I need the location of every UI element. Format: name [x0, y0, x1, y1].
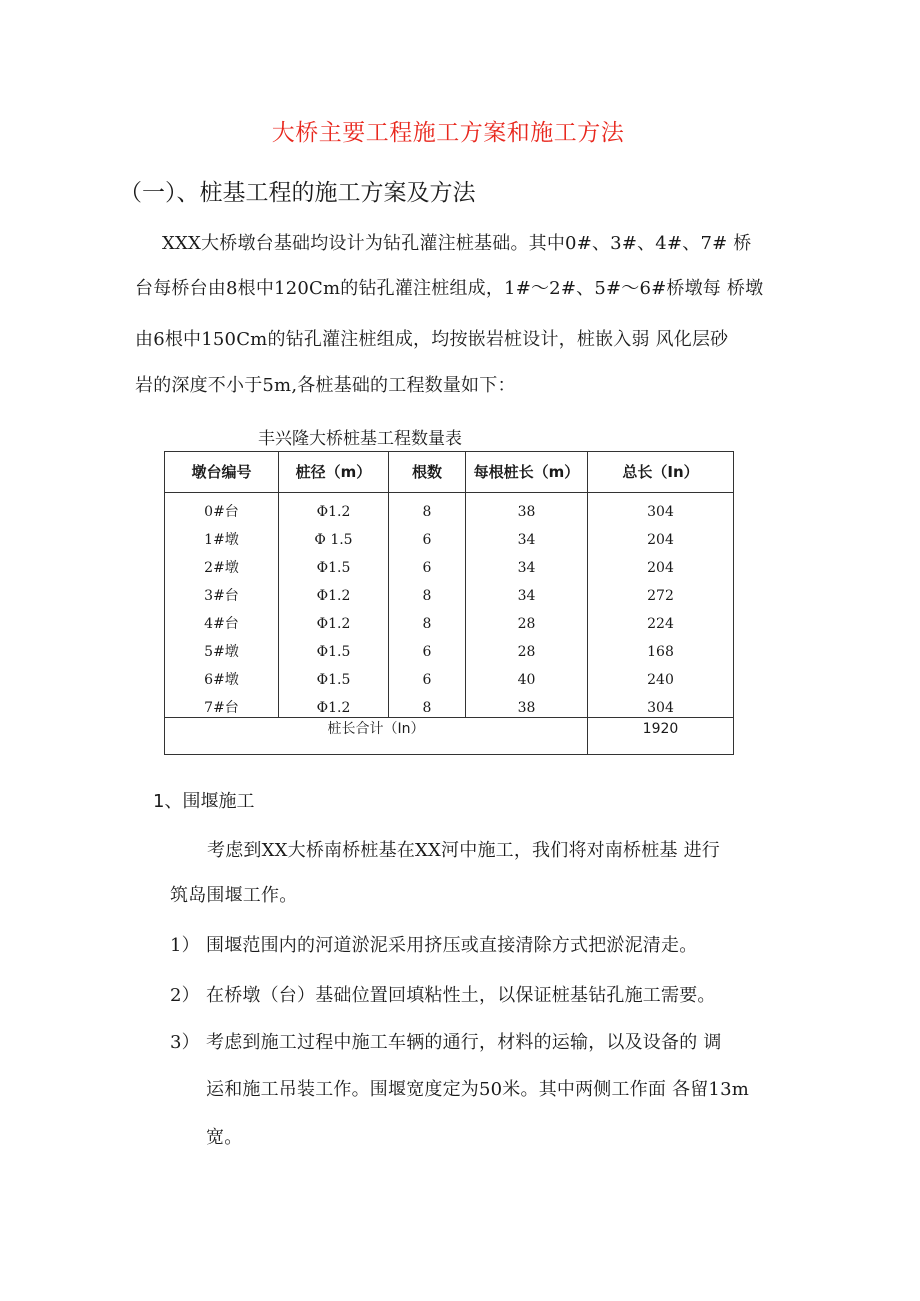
- list-item-number: 2）: [170, 985, 200, 1006]
- table-row: [165, 493, 734, 522]
- intro-line-4: 岩的深度不小于5m,各桩基础的工程数量如下：: [135, 375, 516, 396]
- cell-length-each: 34: [466, 521, 588, 549]
- cell-diameter: Φ1.5: [279, 633, 389, 661]
- cell-count: 6: [389, 549, 466, 577]
- list-item-number: 3）: [170, 1032, 200, 1053]
- cell-total: 272: [588, 577, 734, 605]
- cell-length-each: 34: [466, 549, 588, 577]
- table-row: [165, 605, 734, 633]
- cell-total: 224: [588, 605, 734, 633]
- cofferdam-intro-line-2: 筑岛围堰工作。: [170, 885, 298, 906]
- cell-pier: 1#墩: [165, 521, 279, 549]
- table-row: [165, 661, 734, 689]
- cell-count: 6: [389, 661, 466, 689]
- sum-value: 1920: [588, 718, 734, 755]
- intro-line-3: 由6根中150Cm的钻孔灌注桩组成，均按嵌岩桩设计，桩嵌入弱 风化层砂: [135, 329, 729, 350]
- cell-pier: 2#墩: [165, 549, 279, 577]
- pile-quantity-table: [164, 451, 734, 755]
- document-title: 大桥主要工程施工方案和施工方法: [271, 120, 625, 146]
- cell-count: 6: [389, 633, 466, 661]
- table-title: 丰兴隆大桥桩基工程数量表: [258, 429, 462, 449]
- list-item-text: 考虑到施工过程中施工车辆的通行，材料的运输，以及设备的 调: [206, 1032, 722, 1053]
- cell-diameter: Φ1.2: [279, 605, 389, 633]
- list-item-text: 围堰范围内的河道淤泥采用挤压或直接清除方式把淤泥清走。: [206, 935, 698, 956]
- cell-diameter: Φ1.2: [279, 493, 389, 522]
- cell-diameter: Φ1.5: [279, 661, 389, 689]
- cell-diameter: Φ 1.5: [279, 521, 389, 549]
- cell-length-each: 28: [466, 605, 588, 633]
- cell-diameter: Φ1.5: [279, 549, 389, 577]
- cell-total: 304: [588, 493, 734, 522]
- cell-count: 8: [389, 605, 466, 633]
- cofferdam-intro-line-1: 考虑到XX大桥南桥桩基在XX河中施工，我们将对南桥桩基 进行: [207, 840, 720, 861]
- list-item-text: 在桥墩（台）基础位置回填粘性土，以保证桩基钻孔施工需要。: [206, 985, 716, 1006]
- cell-pier: 6#墩: [165, 661, 279, 689]
- cofferdam-heading: 1、围堰施工: [153, 791, 255, 812]
- section-heading: （一）、桩基工程的施工方案及方法: [119, 180, 476, 206]
- header-count: 根数: [389, 452, 466, 493]
- cell-length-each: 40: [466, 661, 588, 689]
- cell-diameter: Φ1.2: [279, 577, 389, 605]
- cell-pier: 5#墩: [165, 633, 279, 661]
- intro-line-1: XXX大桥墩台基础均设计为钻孔灌注桩基础。其中0#、3#、4#、7# 桥: [162, 233, 752, 254]
- cell-total: 204: [588, 549, 734, 577]
- cell-total: 168: [588, 633, 734, 661]
- table-row: [165, 549, 734, 577]
- cell-count: 8: [389, 689, 466, 718]
- cell-pier: 4#台: [165, 605, 279, 633]
- table-header-row: [165, 452, 734, 493]
- cell-total: 240: [588, 661, 734, 689]
- cell-pier: 7#台: [165, 689, 279, 718]
- table-sum-row: [165, 718, 734, 755]
- header-pier: 墩台编号: [165, 452, 279, 493]
- cell-length-each: 38: [466, 689, 588, 718]
- cell-diameter: Φ1.2: [279, 689, 389, 718]
- table-row: [165, 521, 734, 549]
- cell-length-each: 34: [466, 577, 588, 605]
- sum-label: 桩长合计（In）: [165, 718, 588, 755]
- table-row: [165, 633, 734, 661]
- table-row: [165, 689, 734, 718]
- cell-count: 6: [389, 521, 466, 549]
- cell-pier: 0#台: [165, 493, 279, 522]
- cell-total: 204: [588, 521, 734, 549]
- header-total: 总长（In）: [588, 452, 734, 493]
- cell-length-each: 28: [466, 633, 588, 661]
- header-length-each: 每根桩长（m）: [466, 452, 588, 493]
- cell-length-each: 38: [466, 493, 588, 522]
- cell-count: 8: [389, 493, 466, 522]
- list-item-text: 运和施工吊装工作。围堰宽度定为50米。其中两侧工作面 各留13m: [206, 1079, 749, 1100]
- cell-pier: 3#台: [165, 577, 279, 605]
- table-row: [165, 577, 734, 605]
- list-item-number: 1）: [170, 935, 200, 956]
- cell-count: 8: [389, 577, 466, 605]
- list-item-text: 宽。: [206, 1127, 243, 1148]
- cell-total: 304: [588, 689, 734, 718]
- intro-line-2: 台每桥台由8根中120Cm的钻孔灌注桩组成，1#～2#、5#～6#桥墩每 桥墩: [135, 278, 764, 299]
- header-diameter: 桩径（m）: [279, 452, 389, 493]
